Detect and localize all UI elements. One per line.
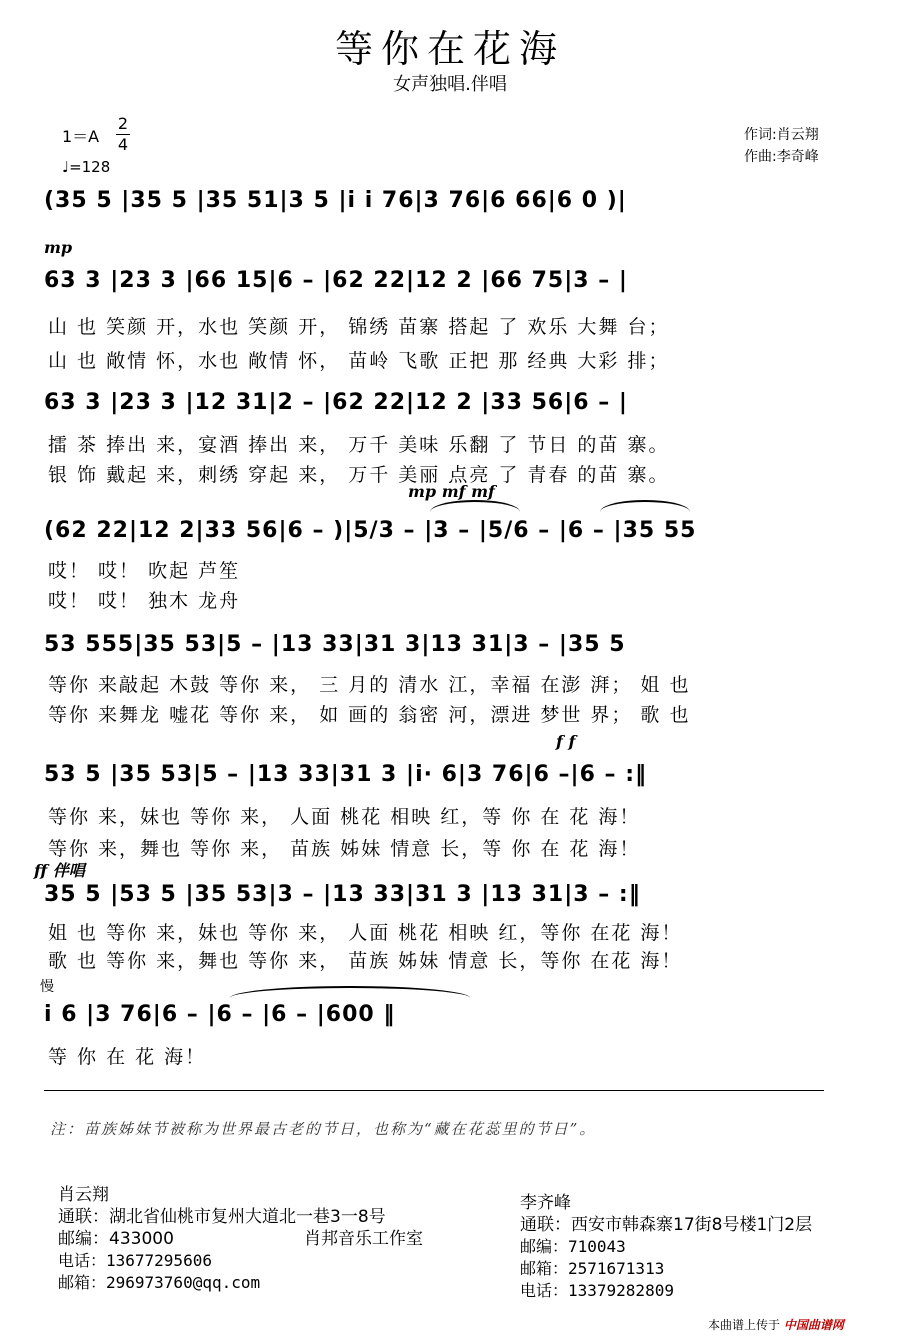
lyric-verse-2: 山 也 敞情 怀，水也 敞情 怀， 苗岭 飞歌 正把 那 经典 大彩 排； [48,350,670,372]
song-title: 等你在花海 [334,27,565,71]
contact-address: 通联：湖北省仙桃市复州大道北一巷3一8号 [58,1207,386,1227]
slur-mark [230,986,470,998]
dynamic-mark: mp [44,238,73,257]
dynamic-mark: ff 伴唱 [34,861,85,880]
lyric-verse-1: 哎！ 哎！ 吹起 芦笙 [48,560,241,582]
divider-line [44,1090,824,1091]
lyric-verse-2: 等你 来舞龙 嘘花 等你 来， 如 画的 翁密 河，漂进 梦世 界； 歌 也 [48,704,691,726]
score-row-3: (62 22|12 2|33 56|6 – )|5/3 – |3 – |5/6 – |6 – |35 55 [44,518,697,543]
contact-name: 肖云翔 [58,1185,109,1205]
slur-mark [430,500,520,512]
score-row-2: 63 3 |23 3 |12 31|2 – |62 22|12 2 |33 56|6 – | [44,390,628,415]
contact-phone: 电话：13379282809 [520,1281,674,1300]
lyric-verse-2: 等你 来，舞也 等你 来， 苗族 姊妹 情意 长，等 你 在 花 海！ [48,838,641,860]
time-signature [116,114,130,155]
contact-phone: 电话：13677295606 [58,1251,212,1270]
lyric-verse-1: 等你 来敲起 木鼓 等你 来， 三 月的 清水 江，幸福 在澎 湃； 姐 也 [48,674,691,696]
score-row-intro: (35 5 |35 5 |35 51|3 5 |i i 76|3 76|6 66|6 0 )| [44,188,627,213]
composer-credit: 作曲:李奇峰 [744,149,819,165]
contact-postcode: 邮编：433000 [58,1229,174,1249]
tempo-marking: ♩=128 [62,158,111,176]
tempo-slow-mark: 慢 [40,979,54,995]
contact-right [520,1192,812,1302]
time-signature-bottom: 4 [117,135,129,154]
score-row-6: 35 5 |53 5 |35 53|3 – |13 33|31 3 |13 31|3 – :‖ [44,882,641,907]
contact-name: 李齐峰 [520,1193,571,1213]
dynamic-mark: mp mf mf [408,482,495,501]
contact-studio: 肖邦音乐工作室 [304,1229,423,1249]
contact-email: 邮箱：296973760@qq.com [58,1273,261,1292]
lyric-verse-1: 姐 也 等你 来，妹也 等你 来， 人面 桃花 相映 红，等你 在花 海！ [48,922,683,944]
lyric-verse-1: 等 你 在 花 海！ [48,1046,207,1068]
time-signature-top: 2 [117,114,129,133]
lyric-verse-1: 擂 茶 捧出 来，宴酒 捧出 来， 万千 美味 乐翻 了 节日 的苗 寨。 [48,434,670,456]
contact-email: 邮箱：2571671313 [520,1259,665,1278]
footnote: 注：苗族姊妹节被称为世界最古老的节日，也称为“藏在花蕊里的节日”。 [50,1120,597,1138]
site-logo[interactable]: 中国曲谱网 [783,1318,844,1332]
contact-address: 通联：西安市韩森寨17街8号楼1门2层 [520,1215,813,1235]
lyricist-credit: 作词:肖云翔 [744,127,819,143]
dynamic-mark: f f [556,732,576,751]
score-row-7: i 6 |3 76|6 – |6 – |6 – |600 ‖ [44,1002,396,1027]
lyric-verse-1: 等你 来，妹也 等你 来， 人面 桃花 相映 红，等 你 在 花 海！ [48,806,641,828]
footer-uploader: 本曲谱上传于 [708,1318,781,1332]
site-footer [708,1316,844,1333]
song-subtitle: 女声独唱.伴唱 [393,74,507,95]
lyric-verse-2: 银 饰 戴起 来，刺绣 穿起 来， 万千 美丽 点亮 了 青春 的苗 寨。 [48,464,670,486]
score-row-4: 53 555|35 53|5 – |13 33|31 3|13 31|3 – |35 5 [44,632,626,657]
slur-mark [600,500,690,512]
lyric-verse-2: 歌 也 等你 来，舞也 等你 来， 苗族 姊妹 情意 长，等你 在花 海！ [48,950,683,972]
score-row-5: 53 5 |35 53|5 – |13 33|31 3 |i· 6|3 76|6 –|6 – :‖ [44,762,648,787]
lyric-verse-2: 哎！ 哎！ 独木 龙舟 [48,590,241,612]
key-signature: 1＝A [62,127,100,146]
contact-postcode: 邮编：710043 [520,1237,626,1256]
score-row-1: 63 3 |23 3 |66 15|6 – |62 22|12 2 |66 75|3 – | [44,268,628,293]
lyric-verse-1: 山 也 笑颜 开，水也 笑颜 开， 锦绣 苗寨 搭起 了 欢乐 大舞 台； [48,316,670,338]
